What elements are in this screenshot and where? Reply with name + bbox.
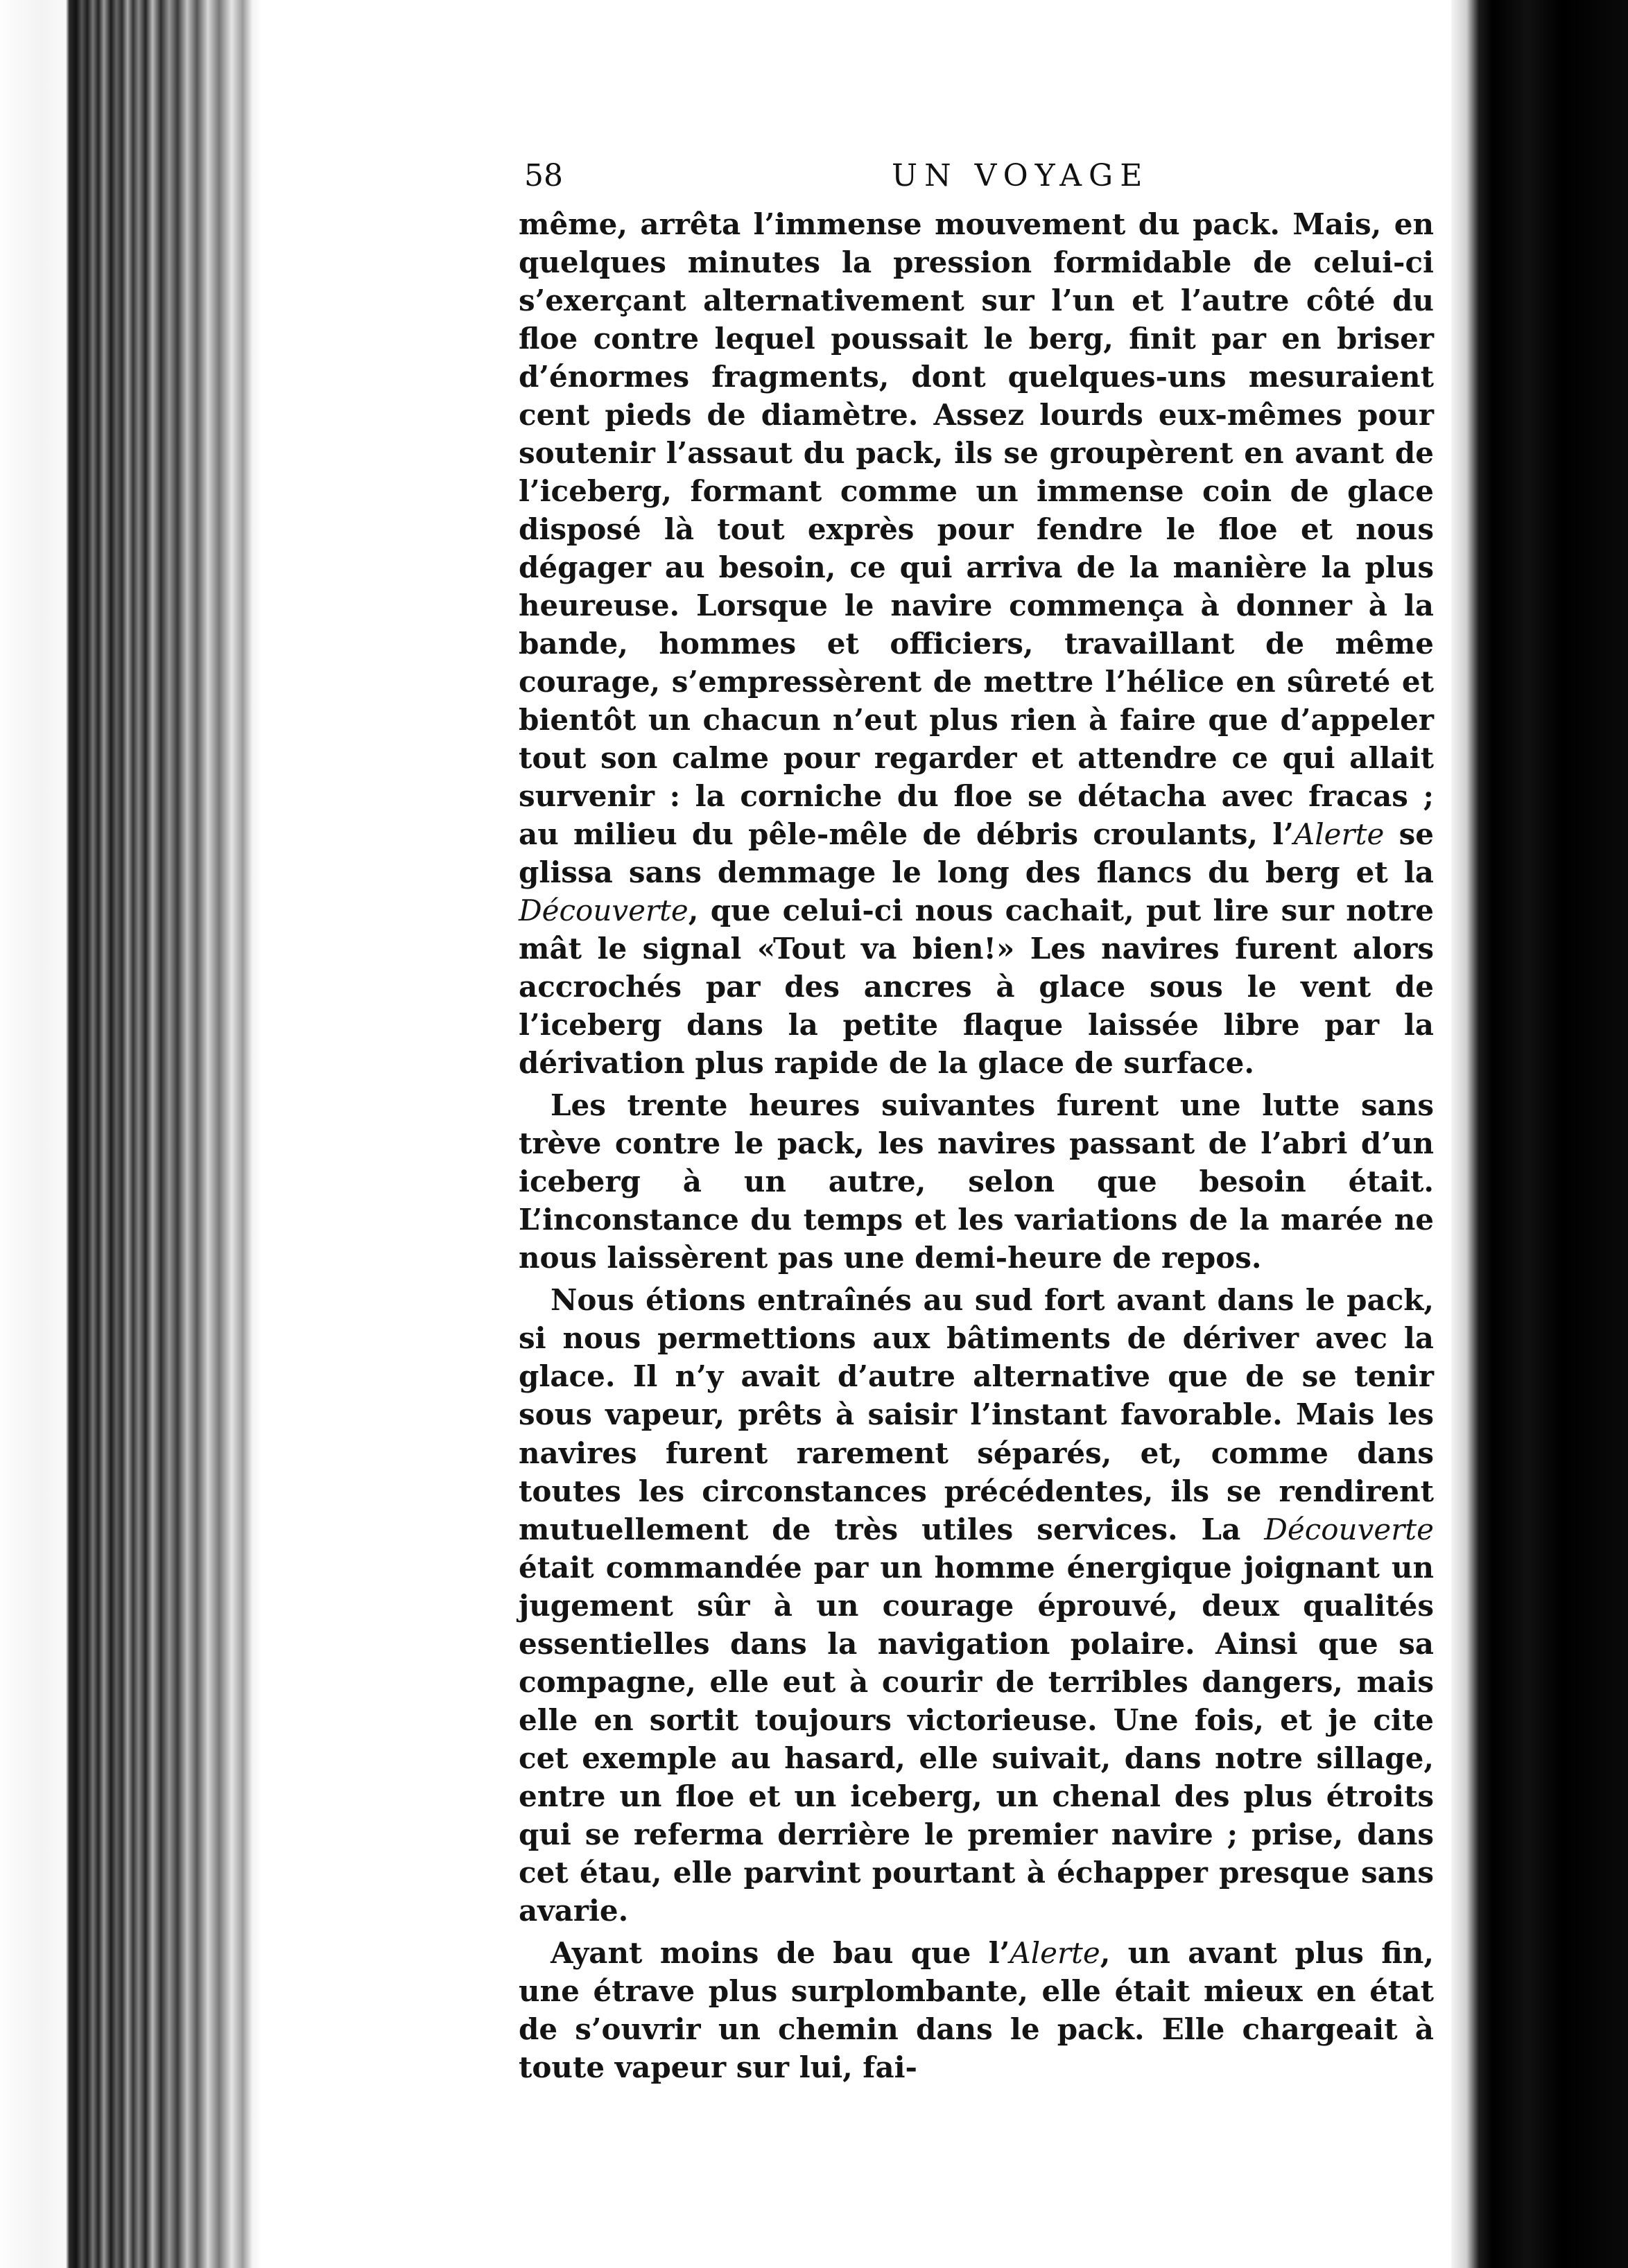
paragraph (519, 205, 1434, 1082)
book-page-edge (0, 0, 262, 2268)
text-run: Ayant moins de bau que l’ (551, 1935, 1010, 1970)
paragraph (519, 1934, 1434, 2086)
italic-ship-name: Découverte (519, 893, 689, 928)
running-title: UN VOYAGE (892, 158, 1150, 193)
paragraph (519, 1086, 1434, 1277)
text-run: , un avant plus fin, une étrave plus surplombante, elle était mieux en état de s’ouvrir un chemin dans le pack. Elle chargeait à toute vapeur sur lui, fai- (519, 1935, 1434, 2084)
italic-ship-name: Découverte (1264, 1512, 1434, 1546)
body-text (519, 205, 1434, 2091)
page-number: 58 (524, 158, 563, 193)
italic-ship-name: Alerte (1293, 817, 1385, 852)
text-run: , que celui-ci nous cachait, put lire sur notre mât le signal «Tout va bien!» Les navires furent alors accrochés par des ancres à glace sous le vent de l’iceberg dans la petite flaque laissée libre par la dérivation plus rapide de la glace de surface. (519, 893, 1434, 1081)
paragraph (519, 1281, 1434, 1929)
text-run: était commandée par un homme énergique joignant un jugement sûr à un courage éprouvé, deux qualités essentielles dans la navigation polaire. Ainsi que sa compagne, elle eut à courir de terribles dangers, mais elle en sortit toujours victorieuse. Une fois, et je cite cet exemple au hasard, elle suivait, dans notre sillage, entre un floe et un iceberg, un chenal des plus étroits qui se referma derrière le premier navire ; prise, dans cet étau, elle parvint pourtant à échapper presque sans avarie. (519, 1550, 1434, 1928)
text-run: Nous étions entraînés au sud fort avant dans le pack, si nous permettions aux bâtiments de dériver avec la glace. Il n’y avait d’autre alternative que de se tenir sous vapeur, prêts à saisir l’instant favorable. Mais les navires furent rarement séparés, et, comme dans toutes les circonstances précédentes, ils se rendirent mutuellement de très utiles services. La (519, 1283, 1434, 1546)
text-run: Les trente heures suivantes furent une lutte sans trève contre le pack, les navires passant de l’abri d’un iceberg à un autre, selon que besoin était. L’inconstance du temps et les variations de la marée ne nous laissèrent pas une demi-heure de repos. (519, 1088, 1434, 1275)
text-run: même, arrêta l’immense mouvement du pack. Mais, en quelques minutes la pression formidable de celui-ci s’exerçant alternativement sur l’un et l’autre côté du floe contre lequel poussait le berg, finit par en briser d’énormes fragments, dont quelques-uns mesuraient cent pieds de diamètre. Assez lourds eux-mêmes pour soutenir l’assaut du pack, ils se groupèrent en avant de l’iceberg, formant comme un immense coin de glace disposé là tout exprès pour fendre le floe et nous dégager au besoin, ce qui arriva de la manière la plus heureuse. Lorsque le navire commença à donner à la bande, hommes et officiers, travaillant de même courage, s’empressèrent de mettre l’hélice en sûreté et bientôt un chacun n’eut plus rien à faire que d’appeler tout son calme pour regarder et attendre ce qui allait survenir : la corniche du floe se détacha avec fracas ; au milieu du pêle-mêle de débris croulants, l’ (519, 207, 1434, 852)
book-gutter-shadow (1451, 0, 1628, 2268)
running-header (524, 158, 1439, 200)
italic-ship-name: Alerte (1010, 1935, 1100, 1970)
text-run: se glissa sans demmage le long des flancs du berg et la (519, 817, 1434, 890)
